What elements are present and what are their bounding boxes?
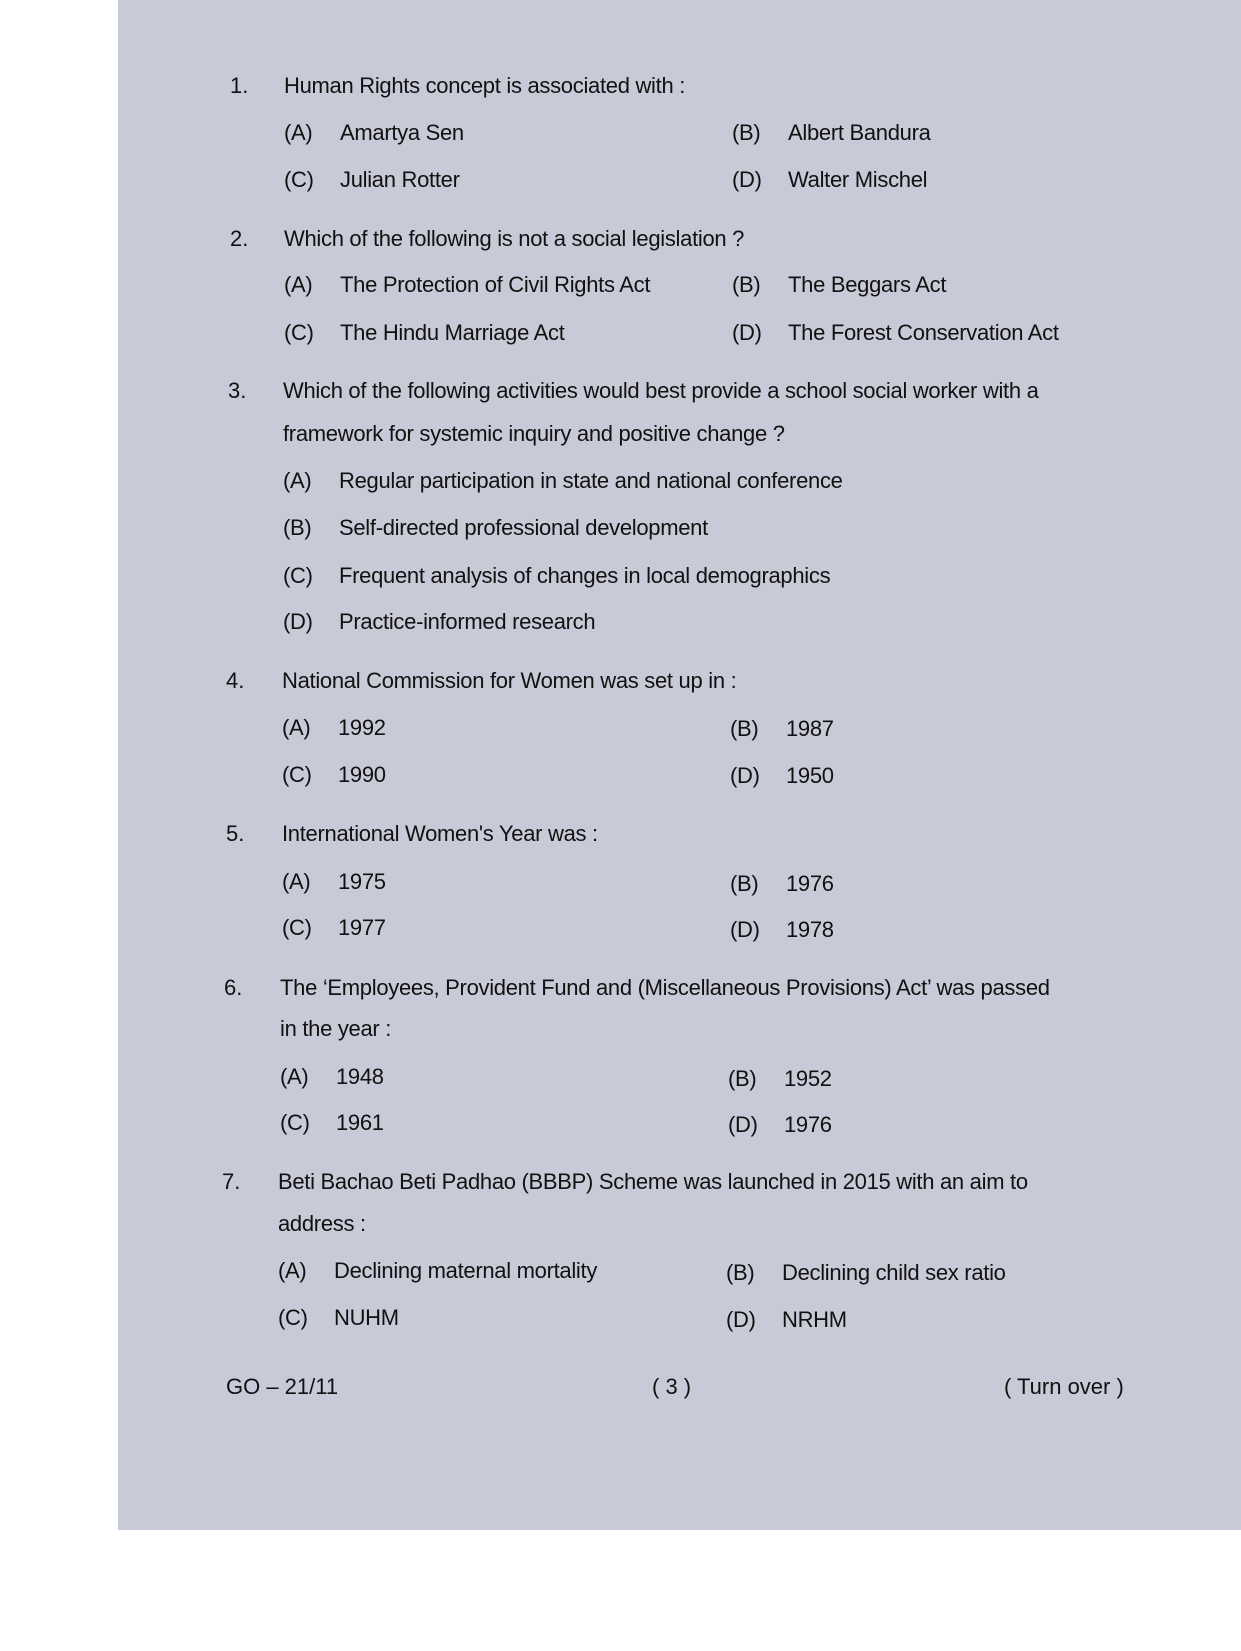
option-label: (C) — [280, 1110, 310, 1135]
option-text: 1952 — [784, 1066, 832, 1091]
option-text: Julian Rotter — [340, 167, 460, 192]
option-label: (A) — [278, 1258, 307, 1283]
option-label: (B) — [732, 272, 761, 297]
option — [732, 272, 946, 298]
option-text: NUHM — [334, 1305, 399, 1330]
option — [282, 715, 386, 741]
option — [282, 915, 386, 941]
option — [283, 515, 708, 541]
option-text: The Protection of Civil Rights Act — [340, 272, 651, 297]
option-label: (A) — [284, 120, 313, 145]
option-label: (A) — [282, 869, 311, 894]
question-text: framework for systemic inquiry and positive change ? — [283, 421, 785, 446]
option-text: The Beggars Act — [788, 272, 947, 297]
option — [730, 917, 834, 943]
option-label: (D) — [726, 1307, 756, 1332]
option-label: (A) — [284, 272, 313, 297]
option — [284, 167, 460, 193]
option — [730, 871, 834, 897]
option-label: (A) — [282, 715, 311, 740]
option-label: (D) — [732, 320, 762, 345]
exam-page — [118, 0, 1241, 1530]
option-text: The Hindu Marriage Act — [340, 320, 565, 345]
option-label: (C) — [284, 167, 314, 192]
option-text: 1978 — [786, 917, 834, 942]
option-label: (A) — [283, 468, 312, 493]
option-text: The Forest Conservation Act — [788, 320, 1059, 345]
option — [284, 320, 565, 346]
option-text: Self-directed professional development — [339, 515, 708, 540]
option — [726, 1307, 847, 1333]
option — [732, 167, 927, 193]
question-text: Which of the following activities would best provide a school social worker with a — [283, 378, 1039, 403]
option — [282, 762, 386, 788]
option-label: (C) — [283, 563, 313, 588]
option-text: 1992 — [338, 715, 386, 740]
question-number: 3. — [228, 378, 247, 403]
option-text: 1987 — [786, 716, 834, 741]
question-text: Which of the following is not a social legislation ? — [284, 226, 745, 251]
option-label: (D) — [283, 609, 313, 634]
option-text: 1948 — [336, 1064, 384, 1089]
option-label: (C) — [282, 915, 312, 940]
turn-over-note: ( Turn over ) — [1004, 1374, 1124, 1399]
option — [728, 1066, 832, 1092]
option — [732, 120, 931, 146]
option-text: Frequent analysis of changes in local demographics — [339, 563, 831, 588]
option-text: 1977 — [338, 915, 386, 940]
option-text: 1950 — [786, 763, 834, 788]
question-text: International Women's Year was : — [282, 821, 598, 846]
option-text: Practice-informed research — [339, 609, 596, 634]
option-text: 1975 — [338, 869, 386, 894]
option — [278, 1258, 597, 1284]
option — [732, 320, 1059, 346]
option-text: Declining maternal mortality — [334, 1258, 598, 1283]
option — [282, 869, 386, 895]
option-label: (A) — [280, 1064, 309, 1089]
option-text: NRHM — [782, 1307, 847, 1332]
question-text: address : — [278, 1211, 366, 1236]
option-label: (B) — [730, 871, 759, 896]
question-number: 5. — [226, 821, 245, 846]
option — [730, 763, 834, 789]
option-label: (B) — [732, 120, 761, 145]
option-text: Declining child sex ratio — [782, 1260, 1006, 1285]
option — [726, 1260, 1006, 1286]
option-text: 1990 — [338, 762, 386, 787]
paper-code: GO – 21/11 — [226, 1374, 339, 1399]
question-text: Beti Bachao Beti Padhao (BBBP) Scheme was launched in 2015 with an aim to — [278, 1169, 1028, 1194]
option-text: 1976 — [784, 1112, 832, 1137]
option — [730, 716, 834, 742]
question-number: 4. — [226, 668, 245, 693]
option-label: (B) — [726, 1260, 755, 1285]
option-text: Amartya Sen — [340, 120, 464, 145]
option-text: Walter Mischel — [788, 167, 928, 192]
option — [283, 563, 830, 589]
option — [284, 272, 650, 298]
option-label: (B) — [283, 515, 312, 540]
question-text: in the year : — [280, 1016, 392, 1041]
option-label: (C) — [278, 1305, 308, 1330]
option-label: (D) — [730, 763, 760, 788]
question-text: National Commission for Women was set up in : — [282, 668, 737, 693]
option-text: 1976 — [786, 871, 834, 896]
question-number: 1. — [230, 73, 249, 98]
page-number: ( 3 ) — [652, 1374, 692, 1399]
question-number: 6. — [224, 975, 243, 1000]
question-number: 7. — [222, 1169, 241, 1194]
question-text: The ‘Employees, Provident Fund and (Miscellaneous Provisions) Act’ was passed — [280, 975, 1050, 1000]
question-number: 2. — [230, 226, 249, 251]
option — [284, 120, 464, 146]
option — [728, 1112, 832, 1138]
option-label: (D) — [730, 917, 760, 942]
option — [280, 1110, 384, 1136]
option — [283, 609, 595, 635]
option-label: (D) — [728, 1112, 758, 1137]
option-label: (D) — [732, 167, 762, 192]
option — [278, 1305, 399, 1331]
option-label: (B) — [728, 1066, 757, 1091]
option-label: (B) — [730, 716, 759, 741]
question-text: Human Rights concept is associated with : — [284, 73, 686, 98]
option-text: 1961 — [336, 1110, 384, 1135]
option-label: (C) — [282, 762, 312, 787]
option-label: (C) — [284, 320, 314, 345]
option — [280, 1064, 384, 1090]
option — [283, 468, 843, 494]
option-text: Regular participation in state and national conference — [339, 468, 843, 493]
option-text: Albert Bandura — [788, 120, 931, 145]
